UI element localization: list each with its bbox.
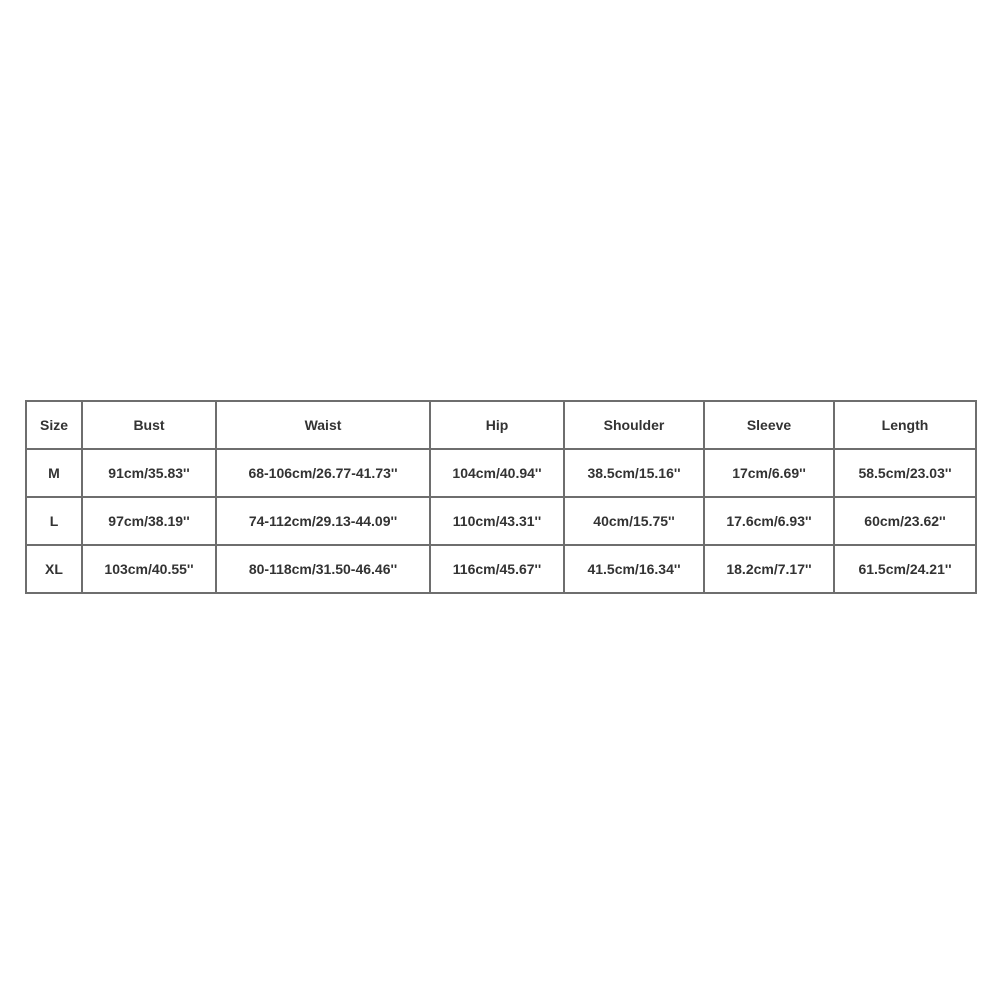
cell-shoulder: 40cm/15.75'' — [564, 497, 704, 545]
header-size: Size — [26, 401, 82, 449]
header-sleeve: Sleeve — [704, 401, 834, 449]
size-chart-table — [25, 400, 977, 594]
cell-bust: 103cm/40.55'' — [82, 545, 216, 593]
cell-sleeve: 17cm/6.69'' — [704, 449, 834, 497]
table-row — [26, 449, 976, 497]
cell-waist: 74-112cm/29.13-44.09'' — [216, 497, 430, 545]
cell-bust: 97cm/38.19'' — [82, 497, 216, 545]
cell-shoulder: 38.5cm/15.16'' — [564, 449, 704, 497]
cell-hip: 116cm/45.67'' — [430, 545, 564, 593]
cell-bust: 91cm/35.83'' — [82, 449, 216, 497]
cell-shoulder: 41.5cm/16.34'' — [564, 545, 704, 593]
header-shoulder: Shoulder — [564, 401, 704, 449]
cell-hip: 104cm/40.94'' — [430, 449, 564, 497]
header-length: Length — [834, 401, 976, 449]
table-row — [26, 545, 976, 593]
table-header-row — [26, 401, 976, 449]
cell-length: 58.5cm/23.03'' — [834, 449, 976, 497]
header-hip: Hip — [430, 401, 564, 449]
cell-size: M — [26, 449, 82, 497]
cell-hip: 110cm/43.31'' — [430, 497, 564, 545]
cell-waist: 80-118cm/31.50-46.46'' — [216, 545, 430, 593]
header-bust: Bust — [82, 401, 216, 449]
cell-length: 61.5cm/24.21'' — [834, 545, 976, 593]
cell-length: 60cm/23.62'' — [834, 497, 976, 545]
header-waist: Waist — [216, 401, 430, 449]
cell-sleeve: 17.6cm/6.93'' — [704, 497, 834, 545]
cell-size: XL — [26, 545, 82, 593]
cell-size: L — [26, 497, 82, 545]
cell-waist: 68-106cm/26.77-41.73'' — [216, 449, 430, 497]
cell-sleeve: 18.2cm/7.17'' — [704, 545, 834, 593]
table-row — [26, 497, 976, 545]
